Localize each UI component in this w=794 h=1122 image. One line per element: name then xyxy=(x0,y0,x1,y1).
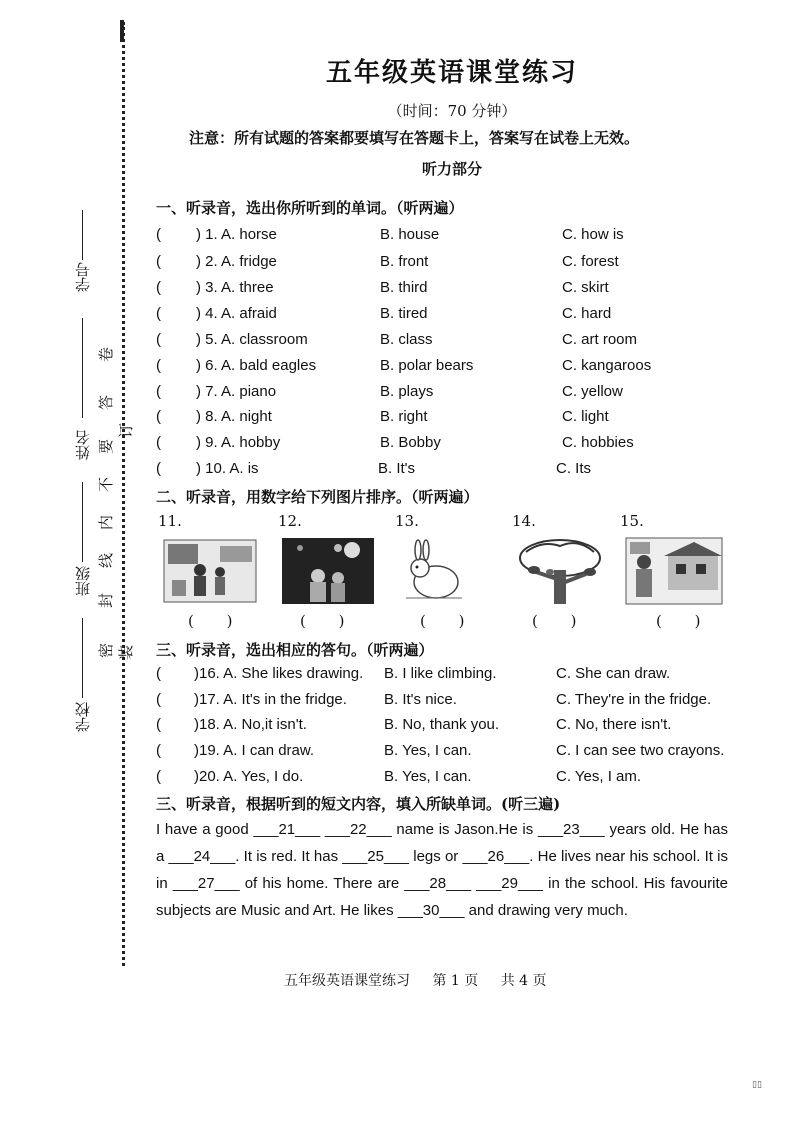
footer-total: 共 4 页 xyxy=(500,973,547,989)
picture-number: 14. xyxy=(512,512,536,530)
picture-number: 12. xyxy=(278,512,302,530)
student-no-label: 学号 xyxy=(74,262,92,292)
answer-paren: ( xyxy=(156,742,161,759)
answer-paren: ( xyxy=(156,434,161,451)
name-line xyxy=(82,318,83,418)
option-c: C. Its xyxy=(556,460,592,477)
option-a: ) 2. A. fridge xyxy=(196,253,277,270)
question-row xyxy=(156,253,756,277)
option-b: B. third xyxy=(380,279,428,296)
picture-answer-paren: ( ) xyxy=(420,612,479,630)
option-a: ) 9. A. hobby xyxy=(196,434,281,451)
answer-paren: ( xyxy=(156,716,161,733)
seal-char: 要 xyxy=(97,438,116,455)
option-a: )16. A. She likes drawing. xyxy=(194,665,364,682)
corner-mark: ▯▯ xyxy=(752,1080,762,1090)
question-row xyxy=(156,305,756,329)
question-row xyxy=(156,357,756,381)
option-c: C. yellow xyxy=(562,383,623,400)
picture-children-street xyxy=(160,536,260,606)
picture-night-people xyxy=(280,536,376,606)
option-a: ) 6. A. bald eagles xyxy=(196,357,317,374)
option-a: )17. A. It's in the fridge. xyxy=(194,691,347,708)
part-heading: 听力部分 xyxy=(421,160,482,178)
option-b: B. right xyxy=(380,408,428,425)
picture-number: 13. xyxy=(395,512,419,530)
option-a: ) 10. A. is xyxy=(196,460,259,477)
option-b: B. Bobby xyxy=(380,434,441,451)
picture-answer-paren: ( ) xyxy=(656,612,715,630)
option-a: ) 4. A. afraid xyxy=(196,305,277,322)
option-c: C. Yes, I am. xyxy=(556,768,642,785)
school-label: 学校 xyxy=(74,702,92,732)
option-c: C. I can see two crayons. xyxy=(556,742,725,759)
option-a: ) 8. A. night xyxy=(196,408,272,425)
option-b: B. house xyxy=(380,226,440,243)
answer-paren: ( xyxy=(156,357,161,374)
question-row xyxy=(156,434,756,458)
answer-paren: ( xyxy=(156,305,161,322)
seal-char: 答 xyxy=(97,394,116,411)
footer-page: 第 1 页 xyxy=(432,973,479,989)
option-a: )19. A. I can draw. xyxy=(194,742,315,759)
section4-heading: 三、听录音，根据听到的短文内容，填入所缺单词。(听三遍) xyxy=(156,795,561,813)
picture-tree-birds xyxy=(512,536,608,606)
option-b: B. polar bears xyxy=(380,357,474,374)
answer-paren: ( xyxy=(156,691,161,708)
seal-char: 线 xyxy=(97,552,116,569)
picture-answer-paren: ( ) xyxy=(532,612,591,630)
option-b: B. I like climbing. xyxy=(384,665,497,682)
question-row xyxy=(156,768,756,792)
seal-char: 卷 xyxy=(97,346,116,363)
picture-answer-paren: ( ) xyxy=(188,612,247,630)
option-a: ) 1. A. horse xyxy=(196,226,277,243)
seal-char: 密 xyxy=(97,642,116,659)
picture-answer-paren: ( ) xyxy=(300,612,359,630)
answer-paren: ( xyxy=(156,383,161,400)
option-b: B. It's xyxy=(378,460,416,477)
option-b: B. It's nice. xyxy=(384,691,457,708)
answer-paren: ( xyxy=(156,408,161,425)
option-c: C. how is xyxy=(562,226,624,243)
picture-number: 15. xyxy=(620,512,644,530)
footer-title: 五年级英语课堂练习 xyxy=(284,973,410,989)
answer-paren: ( xyxy=(156,279,161,296)
seal-char: 内 xyxy=(97,514,116,531)
question-row xyxy=(156,691,756,715)
option-c: C. hobbies xyxy=(562,434,634,451)
section3-heading: 三、听录音，选出相应的答句。（听两遍） xyxy=(156,641,434,659)
option-c: C. They're in the fridge. xyxy=(556,691,712,708)
option-a: ) 7. A. piano xyxy=(196,383,277,400)
section1-heading: 一、听录音，选出你所听到的单词。（听两遍） xyxy=(156,199,464,217)
question-row xyxy=(156,742,756,766)
option-b: B. Yes, I can. xyxy=(384,768,472,785)
option-a: )18. A. No,it isn't. xyxy=(194,716,307,733)
question-row xyxy=(156,331,756,355)
option-c: C. No, there isn't. xyxy=(556,716,672,733)
question-row xyxy=(156,279,756,303)
question-row xyxy=(156,460,756,484)
seal-char: 不 xyxy=(97,476,116,493)
question-row xyxy=(156,408,756,432)
option-c: C. light xyxy=(562,408,609,425)
bind-char: 订 xyxy=(117,422,136,439)
option-c: C. kangaroos xyxy=(562,357,652,374)
school-line xyxy=(82,618,83,698)
answer-paren: ( xyxy=(156,226,161,243)
page-footer xyxy=(284,970,565,990)
answer-paren: ( xyxy=(156,768,161,785)
student-no-line xyxy=(82,210,83,260)
option-a: ) 3. A. three xyxy=(196,279,274,296)
answer-paren: ( xyxy=(156,665,161,682)
option-c: C. forest xyxy=(562,253,619,270)
picture-house-girl xyxy=(624,536,724,606)
option-a: )20. A. Yes, I do. xyxy=(194,768,304,785)
notice-text: 注意：所有试题的答案都要填写在答题卡上，答案写在试卷上无效。 xyxy=(189,129,640,147)
option-b: B. class xyxy=(380,331,433,348)
question-row xyxy=(156,383,756,407)
answer-paren: ( xyxy=(156,460,161,477)
option-c: C. hard xyxy=(562,305,612,322)
answer-paren: ( xyxy=(156,253,161,270)
picture-number: 11. xyxy=(158,512,182,530)
section2-heading: 二、听录音，用数字给下列图片排序。（听两遍） xyxy=(156,488,479,506)
option-b: B. front xyxy=(380,253,429,270)
option-c: C. skirt xyxy=(562,279,609,296)
cloze-passage: I have a good ___21___ ___22___ name is Jason.He is ___23___ years old. He has a ___24___. It is red. It has ___25___ legs or ___26___. He lives near his school. It is in ___27___ of his home. There are ___28___ ___29___ in the school. His favourite subjects are Music and Art. He likes ___30___ and drawing very much. xyxy=(156,821,728,919)
bind-char: 装 xyxy=(117,644,136,661)
question-row xyxy=(156,716,756,740)
name-label: 姓名 xyxy=(74,430,92,460)
option-b: B. Yes, I can. xyxy=(384,742,472,759)
option-c: C. art room xyxy=(562,331,638,348)
page-title: 五年级英语课堂练习 xyxy=(325,58,578,88)
seal-char: 封 xyxy=(97,592,116,609)
option-b: B. plays xyxy=(380,383,434,400)
option-b: B. No, thank you. xyxy=(384,716,500,733)
class-label: 班级 xyxy=(74,566,92,596)
picture-rabbit xyxy=(396,536,468,606)
option-b: B. tired xyxy=(380,305,428,322)
question-row xyxy=(156,665,756,689)
option-c: C. She can draw. xyxy=(556,665,671,682)
answer-paren: ( xyxy=(156,331,161,348)
option-a: ) 5. A. classroom xyxy=(196,331,308,348)
question-row xyxy=(156,226,756,250)
class-line xyxy=(82,482,83,562)
time-limit: （时间：70 分钟） xyxy=(387,102,517,120)
